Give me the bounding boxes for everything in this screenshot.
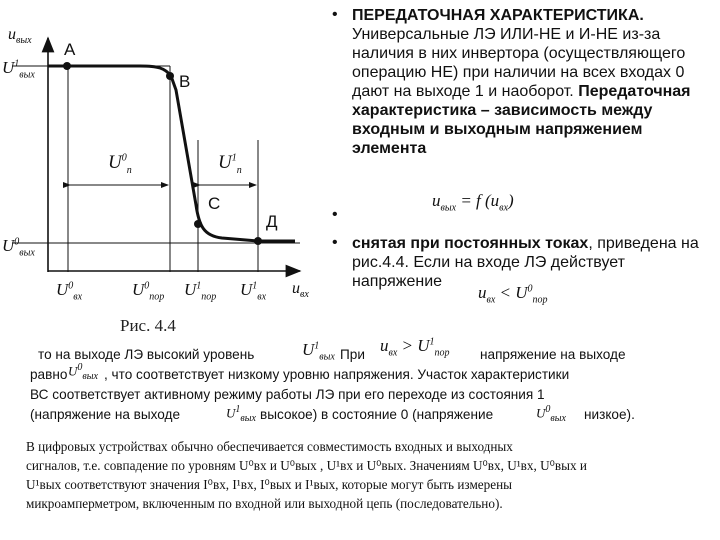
mid-sym-u1out-2: $U^1_{вых}$ [226,404,256,424]
u-out-high-label: $U^1_{вых}$ [2,58,35,81]
mid-line1b: При [340,347,365,362]
definition-text: Передаточная характеристика – зависимость между входным и выходным напряжением элемента [352,83,691,157]
mid-line2b: , что соответствует низкому уровню напряжения. Участок характеристики [104,367,570,382]
mid-sym-u0out-2: $U^0_{вых}$ [536,404,566,424]
mid-formula-thr: $u_{вх} > U^1_{пор}$ [380,336,450,359]
point-b-marker [166,72,174,80]
figure-caption: Рис. 4.4 [120,316,176,335]
mid-line2a: равно [30,367,68,382]
point-c-label: С [208,194,221,213]
bottom-line2: сигналов, т.е. совпадение по уровням U⁰вх и U⁰вых , U¹вх и U⁰вых. Значениям U⁰вх, U¹вх, U⁰вых и [26,458,587,473]
bottom-line3: U¹вых соответствуют значения I⁰вх, I¹вх, I⁰вых и I¹вых, которые могут быть измерены [26,477,513,492]
transfer-characteristic-figure [0,0,340,340]
point-d-marker [254,237,262,245]
mid-line1a: то на выходе ЛЭ высокий уровень [38,347,255,362]
tick-u1-thr: $U^1_{пор}$ [184,280,217,303]
tick-u0-in: $U^0_{вх}$ [56,280,83,303]
mid-line3: ВС соответствует активному режиму работы ЛЭ при его переходе из состояния 1 [30,387,545,402]
tick-u0-thr: $U^0_{пор}$ [132,280,165,303]
mid-line4b: высокое) в состояние 0 (напряжение [260,407,494,422]
bottom-line4: микроамперметром, включенным по входной или выходной цепь (последовательно). [26,496,503,511]
point-c-marker [194,220,202,228]
intro-text: Универсальные ЛЭ ИЛИ-НЕ и И-НЕ из-за наличия в них инвертора (осуществляющего операцию НЕ) при наличии на всех входах 0 дают на выходе 1 и наоборот. [352,26,686,100]
point-a-label: А [64,40,76,59]
u-noise-high-label: $U^1_n$ [218,152,242,176]
mid-sym-u1out: $U^1_{вых}$ [302,340,335,363]
x-axis-label: $u_{вх}$ [292,280,309,301]
u-noise-low-label: $U^0_n$ [108,152,132,176]
bullet-3-bold: снятая при постоянных токах [352,235,589,252]
point-a-marker [63,62,71,70]
formula-input-low: $u_{вх} < U^0_{пор}$ [478,283,548,306]
tick-u1-in: $U^1_{вх}$ [240,280,267,303]
mid-line4c: низкое). [584,407,635,422]
bottom-line1: В цифровых устройствах обычно обеспечивается совместимость входных и выходных [26,439,513,454]
point-b-label: В [179,72,191,91]
mid-line4a: (напряжение на выходе [30,407,181,422]
point-d-label: Д [266,212,278,231]
intro-paragraph [352,6,714,158]
y-axis-label: $u_{вых}$ [8,26,32,47]
mid-line1c: напряжение на выходе [480,347,626,362]
u-out-low-label: $U^0_{вых}$ [2,236,35,259]
bullet-1: • [332,6,338,23]
bullet-3: • [332,234,338,251]
mid-sym-u0out: $U^0_{вых}$ [68,362,98,382]
section-title: ПЕРЕДАТОЧНАЯ ХАРАКТЕРИСТИКА. [352,7,644,24]
bullet-3-rest: , приведена на рис.4.4. Если на входе ЛЭ действует напряжение [352,235,699,290]
formula-transfer: $u_{вых} = f$ $(u_{вх})$ [432,191,514,214]
bullet-2: • [332,206,338,223]
